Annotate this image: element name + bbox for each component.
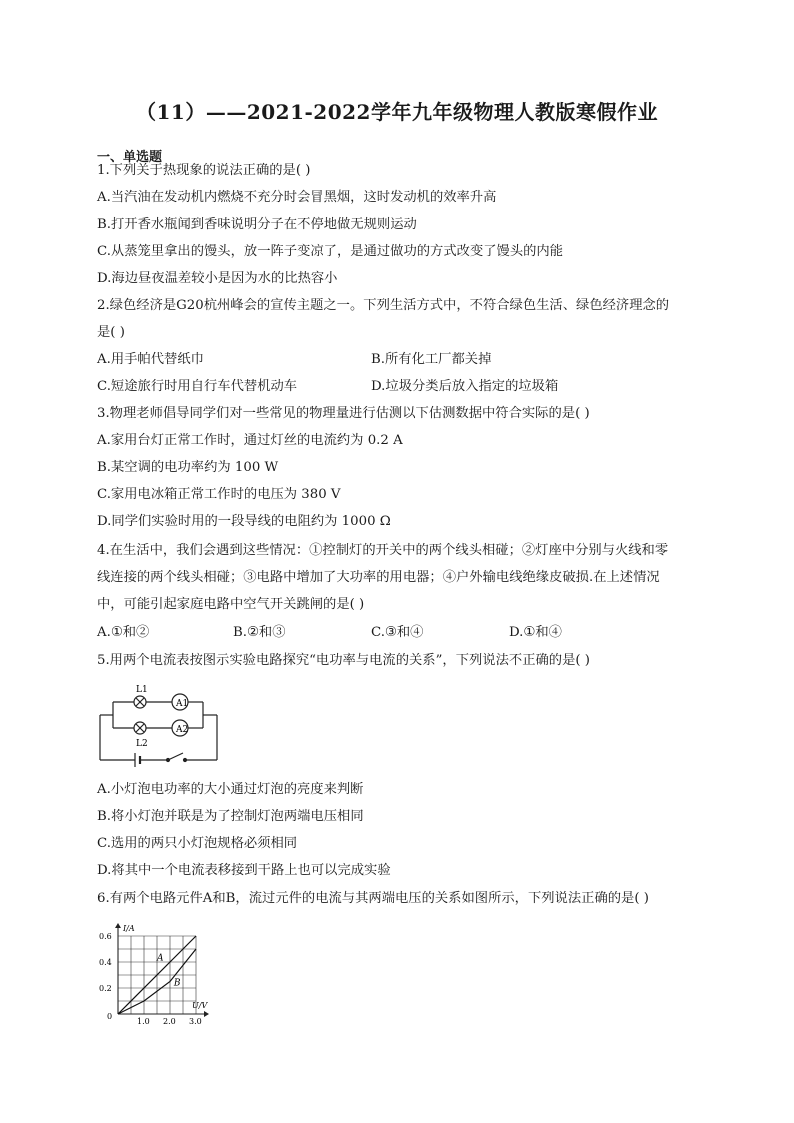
series-B-label: B bbox=[173, 978, 181, 989]
q6-stem: 6.有两个电路元件A和B，流过元件的电流与其两端电压的关系如图所示，下列说法正确的是( ) bbox=[97, 891, 649, 906]
q1-option-a: A.当汽油在发动机内燃烧不充分时会冒黑烟，这时发动机的效率升高 bbox=[97, 190, 497, 205]
q2-stem-line1: 2.绿色经济是G20杭州峰会的宣传主题之一。下列生活方式中，不符合绿色生活、绿色经济理念的 bbox=[97, 298, 670, 313]
q4-stem-line3: 中，可能引起家庭电路中空气开关跳闸的是( ) bbox=[97, 597, 365, 612]
q3-option-a: A.家用台灯正常工作时，通过灯丝的电流约为 0.2 A bbox=[97, 433, 403, 448]
q3-stem: 3.物理老师倡导同学们对一些常见的物理量进行估测以下估测数据中符合实际的是( ) bbox=[97, 406, 590, 421]
x-axis-label: U/V bbox=[192, 1001, 208, 1010]
q4-option-a: A.①和② bbox=[97, 625, 150, 640]
q5-option-c: C.选用的两只小灯泡规格必须相同 bbox=[97, 836, 298, 851]
y-axis-label: I/A bbox=[123, 924, 135, 933]
ammeter-a2-label: A2 bbox=[176, 725, 189, 735]
q1-stem: 1.下列关于热现象的说法正确的是( ) bbox=[97, 163, 311, 178]
q2-stem-line2: 是( ) bbox=[97, 325, 125, 340]
section-heading: 一、单选题 bbox=[97, 150, 163, 165]
x-tick-label: 2.0 bbox=[163, 1017, 176, 1026]
q3-option-d: D.同学们实验时用的一段导线的电阻约为 1000 Ω bbox=[97, 514, 391, 529]
q2-option-d: D.垃圾分类后放入指定的垃圾箱 bbox=[371, 379, 559, 394]
q2-option-b: B.所有化工厂都关掉 bbox=[371, 352, 492, 367]
q4-stem-line2: 线连接的两个线头相碰；③电路中增加了大功率的用电器；④户外输电线绝缘皮破损.在上述情况 bbox=[97, 570, 660, 585]
switch-symbol bbox=[167, 753, 187, 762]
y-tick-label: 0.2 bbox=[99, 984, 112, 993]
q3-option-b: B.某空调的电功率约为 100 W bbox=[97, 460, 279, 475]
q4-stem-line1: 4.在生活中，我们会遇到这些情况：①控制灯的开关中的两个线头相碰；②灯座中分别与火线和零 bbox=[97, 543, 669, 558]
q2-option-c: C.短途旅行时用自行车代替机动车 bbox=[97, 379, 298, 394]
y-axis-arrow-icon bbox=[115, 923, 121, 928]
q3-option-c: C.家用电冰箱正常工作时的电压为 380 V bbox=[97, 487, 341, 502]
page-title: （11）——2021-2022学年九年级物理人教版寒假作业 bbox=[136, 100, 658, 124]
q4-option-d: D.①和④ bbox=[509, 625, 562, 640]
q5-option-d: D.将其中一个电流表移接到干路上也可以完成实验 bbox=[97, 863, 391, 878]
q1-option-c: C.从蒸笼里拿出的馒头，放一阵子变凉了，是通过做功的方式改变了馒头的内能 bbox=[97, 244, 564, 259]
q2-option-a: A.用手帕代替纸巾 bbox=[97, 352, 204, 367]
x-tick-label: 1.0 bbox=[137, 1017, 150, 1026]
x-tick-label: 3.0 bbox=[189, 1017, 202, 1026]
lamp-l1-label: L1 bbox=[136, 685, 148, 695]
battery-symbol bbox=[135, 753, 140, 767]
x-axis-arrow-icon bbox=[204, 1011, 209, 1017]
lamp-l2-label: L2 bbox=[136, 739, 148, 749]
y-tick-label: 0.4 bbox=[99, 958, 112, 967]
origin-label: 0 bbox=[107, 1012, 113, 1021]
q4-option-b: B.②和③ bbox=[233, 625, 286, 640]
iv-graph bbox=[96, 922, 211, 1027]
q5-option-b: B.将小灯泡并联是为了控制灯泡两端电压相同 bbox=[97, 809, 364, 824]
q5-option-a: A.小灯泡电功率的大小通过灯泡的亮度来判断 bbox=[97, 782, 364, 797]
lamp-l1-symbol bbox=[134, 696, 146, 708]
q4-option-c: C.③和④ bbox=[371, 625, 424, 640]
q1-option-b: B.打开香水瓶闻到香味说明分子在不停地做无规则运动 bbox=[97, 217, 417, 232]
y-tick-label: 0.6 bbox=[99, 932, 112, 941]
lamp-l2-symbol bbox=[134, 722, 146, 734]
series-A-label: A bbox=[157, 953, 164, 964]
q1-option-d: D.海边昼夜温差较小是因为水的比热容小 bbox=[97, 271, 338, 286]
ammeter-a1-label: A1 bbox=[176, 699, 189, 709]
circuit-diagram bbox=[95, 680, 225, 775]
q5-stem: 5.用两个电流表按图示实验电路探究“电功率与电流的关系”，下列说法不正确的是( ) bbox=[97, 653, 590, 668]
